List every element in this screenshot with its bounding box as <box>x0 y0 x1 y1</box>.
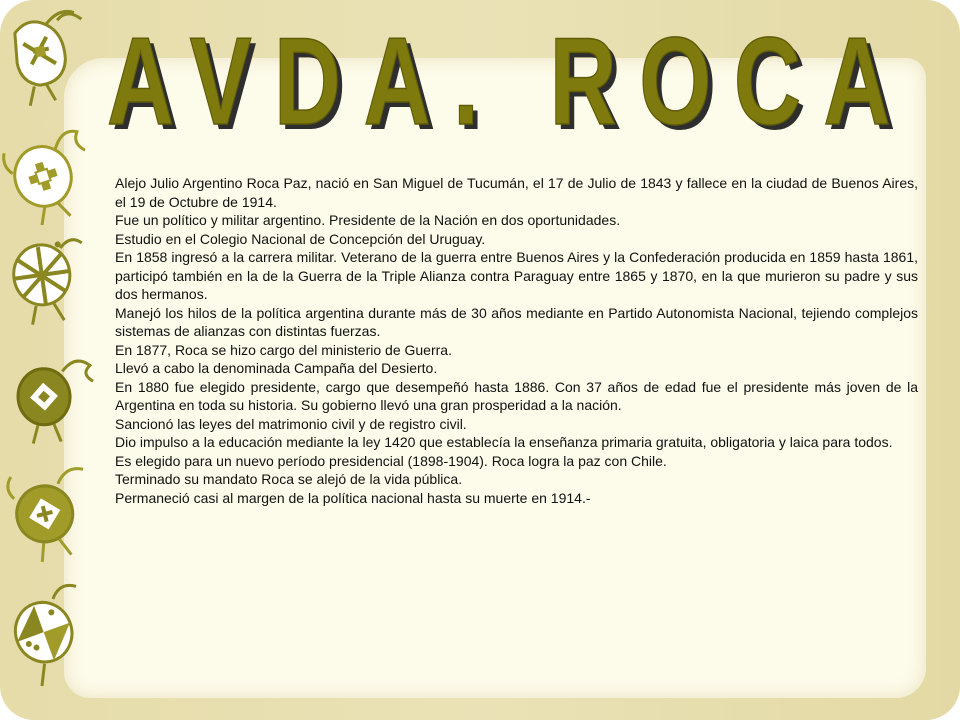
bird-glyph-icon <box>0 220 101 332</box>
paragraph: En 1880 fue elegido presidente, cargo que desempeñó hasta 1886. Con 37 años de edad fue el presidente más joven de la Argentina en toda su historia. Su gobierno llevó una gran prosperidad a la nación. <box>115 378 918 413</box>
bird-glyph-icon <box>0 569 110 694</box>
bird-glyph-icon <box>0 0 107 112</box>
decorative-icon-column <box>0 0 110 720</box>
bird-glyph-icon <box>5 343 104 449</box>
paragraph: Terminado su mandato Roca se alejó de la vida pública. <box>115 471 463 487</box>
page-title <box>96 8 926 136</box>
paragraph: En 1877, Roca se hizo cargo del ministerio de Guerra. <box>115 341 452 358</box>
paragraph: Sancionó las leyes del matrimonio civil y de registro civil. <box>115 415 467 432</box>
paragraph: Manejó los hilos de la política argentina durante más de 30 años mediante en Partido Autonomista Nacional, tejiendo complejos sistemas de alianzas con distintas fuerzas. <box>115 304 918 339</box>
paragraph: Fue un político y militar argentino. Presidente de la Nación en dos oportunidades. <box>115 212 621 228</box>
bird-glyph-icon <box>0 450 109 569</box>
biography-text <box>115 174 918 507</box>
page-title-text: AVDA. ROCA <box>107 13 913 136</box>
paragraph: Dio impulso a la educación mediante la ley 1420 que establecía la enseñanza primaria gratuita, obligatoria y laica para todos. <box>115 434 893 450</box>
bird-glyph-icon <box>0 110 109 234</box>
paragraph: Permaneció casi al margen de la política nacional hasta su muerte en 1914.- <box>115 489 591 506</box>
paragraph: En 1858 ingresó a la carrera militar. Veterano de la guerra entre Buenos Aires y la Confederación producida en 1859 hasta 1861, participó también en la de la Guerra de la Triple Alianza contra Paraguay entre 1865 y 1870, en la que murieron su padre y sus dos hermanos. <box>115 249 918 302</box>
paragraph: Estudio en el Colegio Nacional de Concepción del Uruguay. <box>115 230 486 247</box>
paragraph: Alejo Julio Argentino Roca Paz, nació en San Miguel de Tucumán, el 17 de Julio de 1843 y fallece en la ciudad de Buenos Aires, el 19 de Octubre de 1914. <box>115 175 918 210</box>
paragraph: Es elegido para un nuevo período presidencial (1898-1904). Roca logra la paz con Chile. <box>115 452 667 469</box>
paragraph: Llevó a cabo la denominada Campaña del Desierto. <box>115 360 438 376</box>
svg-text:AVDA. ROCA: AVDA. ROCA <box>112 18 918 136</box>
